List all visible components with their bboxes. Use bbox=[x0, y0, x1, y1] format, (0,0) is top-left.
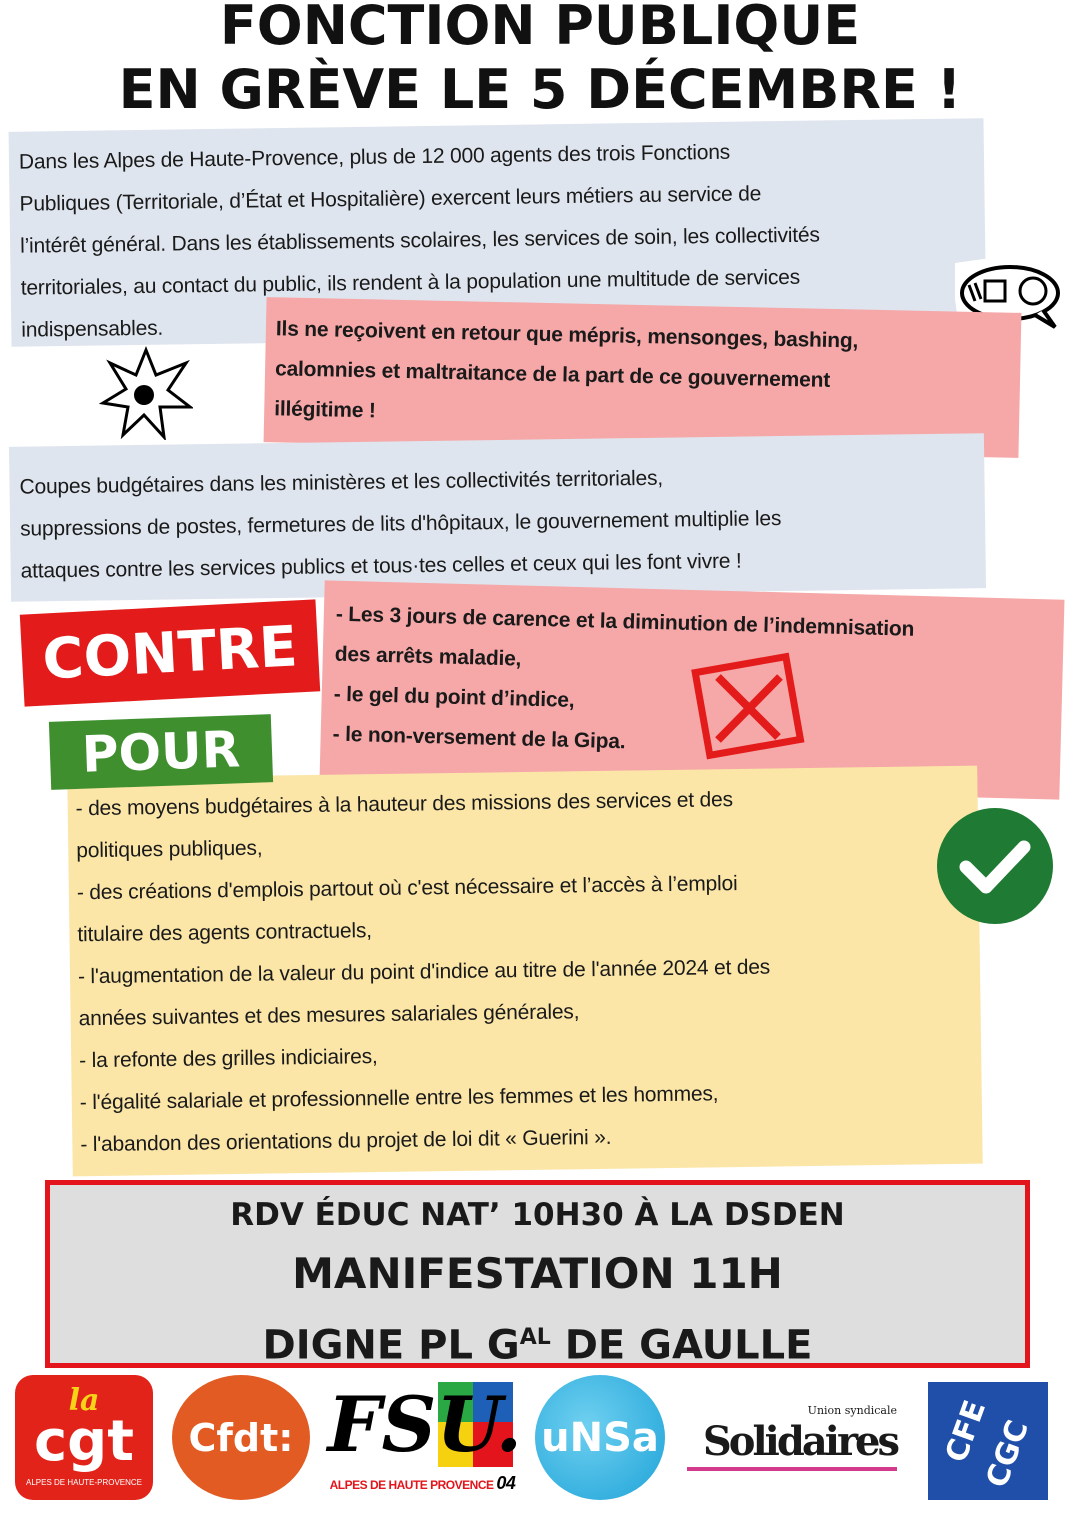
fsu-sub: ALPES DE HAUTE PROVENCE bbox=[329, 1477, 494, 1492]
pour-item: - des créations d'emplois partout où c'est nécessaire et l’accès à l’emploi bbox=[76, 872, 738, 905]
title-line-1: FONCTION PUBLIQUE bbox=[219, 0, 861, 57]
intro-line: Dans les Alpes de Haute-Provence, plus de 12 000 agents des trois Fonctions bbox=[18, 140, 731, 174]
pour-item: - la refonte des grilles indiciaires, bbox=[79, 1045, 378, 1073]
solidaires-top: Union syndicale bbox=[807, 1404, 897, 1417]
fsu-logo bbox=[325, 1375, 523, 1500]
location-text: DE GAULLE bbox=[550, 1322, 813, 1369]
pour-item: - l'augmentation de la valeur du point d'indice au titre de l'année 2024 et des bbox=[77, 955, 771, 989]
location-sup: AL bbox=[519, 1325, 551, 1350]
contempt-line: calomnies et maltraitance de la part de ce gouvernement bbox=[274, 357, 831, 392]
cuts-line: Coupes budgétaires dans les ministères et les collectivités territoriales, bbox=[19, 466, 664, 499]
location-text: DIGNE PL G bbox=[262, 1322, 520, 1369]
cuts-line: attaques contre les services publics et tous·tes celles et ceux qui les font vivre ! bbox=[20, 549, 742, 583]
cfe-cgc-logo bbox=[928, 1382, 1048, 1500]
intro-line: l’intérêt général. Dans les établissements scolaires, les services de soin, les collectivités bbox=[19, 223, 820, 258]
title-line-2: EN GRÈVE LE 5 DÉCEMBRE ! bbox=[118, 58, 962, 121]
fsu-num: 04 bbox=[496, 1472, 516, 1493]
contre-item: des arrêts maladie, bbox=[334, 642, 522, 671]
cgt-top: la bbox=[68, 1383, 100, 1418]
contre-item: - le non-versement de la Gipa. bbox=[332, 722, 626, 754]
contre-item: - le gel du point d’indice, bbox=[333, 682, 575, 712]
contempt-line: Ils ne reçoivent en retour que mépris, mensonges, bashing, bbox=[275, 317, 859, 353]
solidaires-text: Solidaires bbox=[687, 1417, 897, 1471]
pour-box bbox=[67, 766, 982, 1177]
rdv-location bbox=[50, 1313, 1025, 1370]
cgt-sub: ALPES DE HAUTE-PROVENCE bbox=[25, 1478, 143, 1487]
pour-item: années suivantes et des mesures salariales générales, bbox=[78, 1000, 580, 1031]
pour-item: titulaire des agents contractuels, bbox=[77, 919, 372, 947]
intro-line: Publiques (Territoriale, d’État et Hospitalière) exercent leurs métiers au service de bbox=[19, 182, 762, 216]
check-circle-icon bbox=[936, 807, 1054, 925]
intro-line: indispensables. bbox=[21, 316, 164, 342]
cgc-text bbox=[979, 1415, 1036, 1493]
cgt-logo bbox=[15, 1375, 153, 1500]
pour-item: politiques publiques, bbox=[76, 836, 263, 863]
intro-line: territoriales, au contact du public, ils rendent à la population une multitude de services bbox=[20, 265, 801, 300]
cfdt-logo: Cfdt: bbox=[172, 1375, 310, 1500]
fsu-text: FSU. bbox=[327, 1379, 523, 1469]
rdv-manifestation: MANIFESTATION 11H bbox=[292, 1249, 783, 1298]
explosion-skull-icon bbox=[98, 345, 193, 440]
contre-item: - Les 3 jours de carence et la diminution de l’indemnisation bbox=[335, 602, 915, 641]
cuts-line: suppressions de postes, fermetures de lits d'hôpitaux, le gouvernement multiplie les bbox=[19, 507, 782, 541]
cgt-text: cgt bbox=[33, 1409, 135, 1474]
pour-item: - l'égalité salariale et professionnelle entre les femmes et les hommes, bbox=[79, 1082, 719, 1115]
unsa-logo: uNSa bbox=[535, 1375, 665, 1500]
rdv-educ-nat: RDV ÉDUC NAT’ 10H30 À LA DSDEN bbox=[230, 1197, 845, 1233]
solidaires-logo bbox=[682, 1375, 897, 1500]
rdv-box bbox=[45, 1180, 1030, 1368]
cuts-box bbox=[9, 433, 986, 602]
pour-label: POUR bbox=[49, 714, 273, 790]
cross-box-icon bbox=[688, 652, 808, 762]
cfe-label: CFE bbox=[938, 1395, 994, 1468]
pour-item: - des moyens budgétaires à la hauteur des missions des services et des bbox=[75, 788, 733, 821]
cgc-label: CGC bbox=[979, 1415, 1036, 1493]
pour-item: - l'abandon des orientations du projet de loi dit « Guerini ». bbox=[80, 1125, 612, 1157]
cfe-text bbox=[938, 1395, 994, 1468]
contempt-line: illégitime ! bbox=[274, 397, 376, 423]
contre-label: CONTRE bbox=[20, 599, 320, 706]
